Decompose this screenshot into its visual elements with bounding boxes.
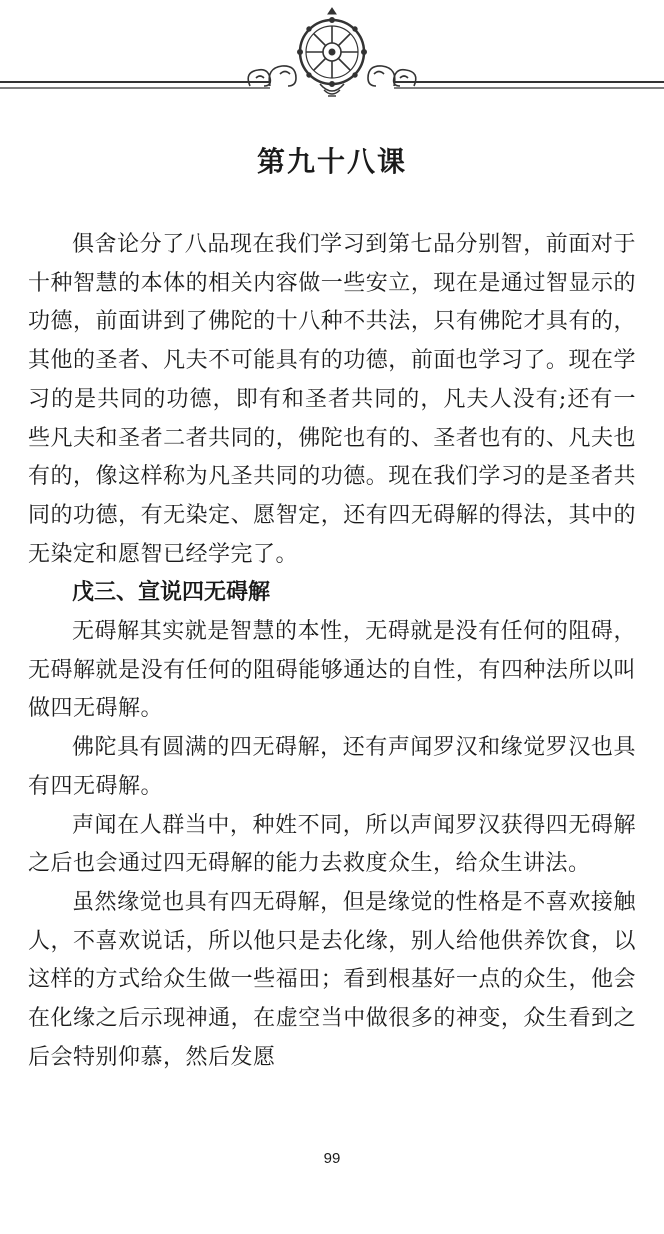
paragraph: 佛陀具有圆满的四无碍解，还有声闻罗汉和缘觉罗汉也具有四无碍解。: [28, 735, 636, 799]
page-title: 第九十八课: [256, 145, 407, 178]
page-number: 99: [323, 1150, 341, 1167]
paragraph: 虽然缘觉也具有四无碍解，但是缘觉的性格是不喜欢接触人，不喜欢说话，所以他只是去化缘，别人给他供养饮食，以这样的方式给众生做一些福田；看到根基好一点的众生，他会在化缘之后示现神通，在虚空当中做很多的神变，众生看到之后会特别仰慕，然后发愿: [28, 889, 636, 1070]
dharma-wheel-icon: [298, 8, 367, 96]
section-heading: 戊三、宣说四无碍解: [72, 580, 271, 606]
header-ornament: [0, 0, 664, 110]
paragraph: 声闻在人群当中，种姓不同，所以声闻罗汉获得四无碍解之后也会通过四无碍解的能力去救度众生，给众生讲法。: [28, 812, 636, 877]
body-text: [28, 226, 636, 1077]
paragraph: 俱舍论分了八品现在我们学习到第七品分别智，前面对于十种智慧的本体的相关内容做一些安立，现在是通过智显示的功德，前面讲到了佛陀的十八种不共法，只有佛陀才具有的，其他的圣者、凡夫不可能具有的功德，前面也学习了。现在学习的是共同的功德，即有和圣者共同的，凡夫人没有;还有一些凡夫和圣者二者共同的，佛陀也有的、圣者也有的、凡夫也有的，像这样称为凡圣共同的功德。现在我们学习的是圣者共同的功德，有无染定、愿智定，还有四无碍解的得法，其中的无染定和愿智已经学完了。: [28, 232, 636, 567]
paragraph: 无碍解其实就是智慧的本性，无碍就是没有任何的阻碍，无碍解就是没有任何的阻碍能够通达的自性，有四种法所以叫做四无碍解。: [28, 619, 636, 722]
